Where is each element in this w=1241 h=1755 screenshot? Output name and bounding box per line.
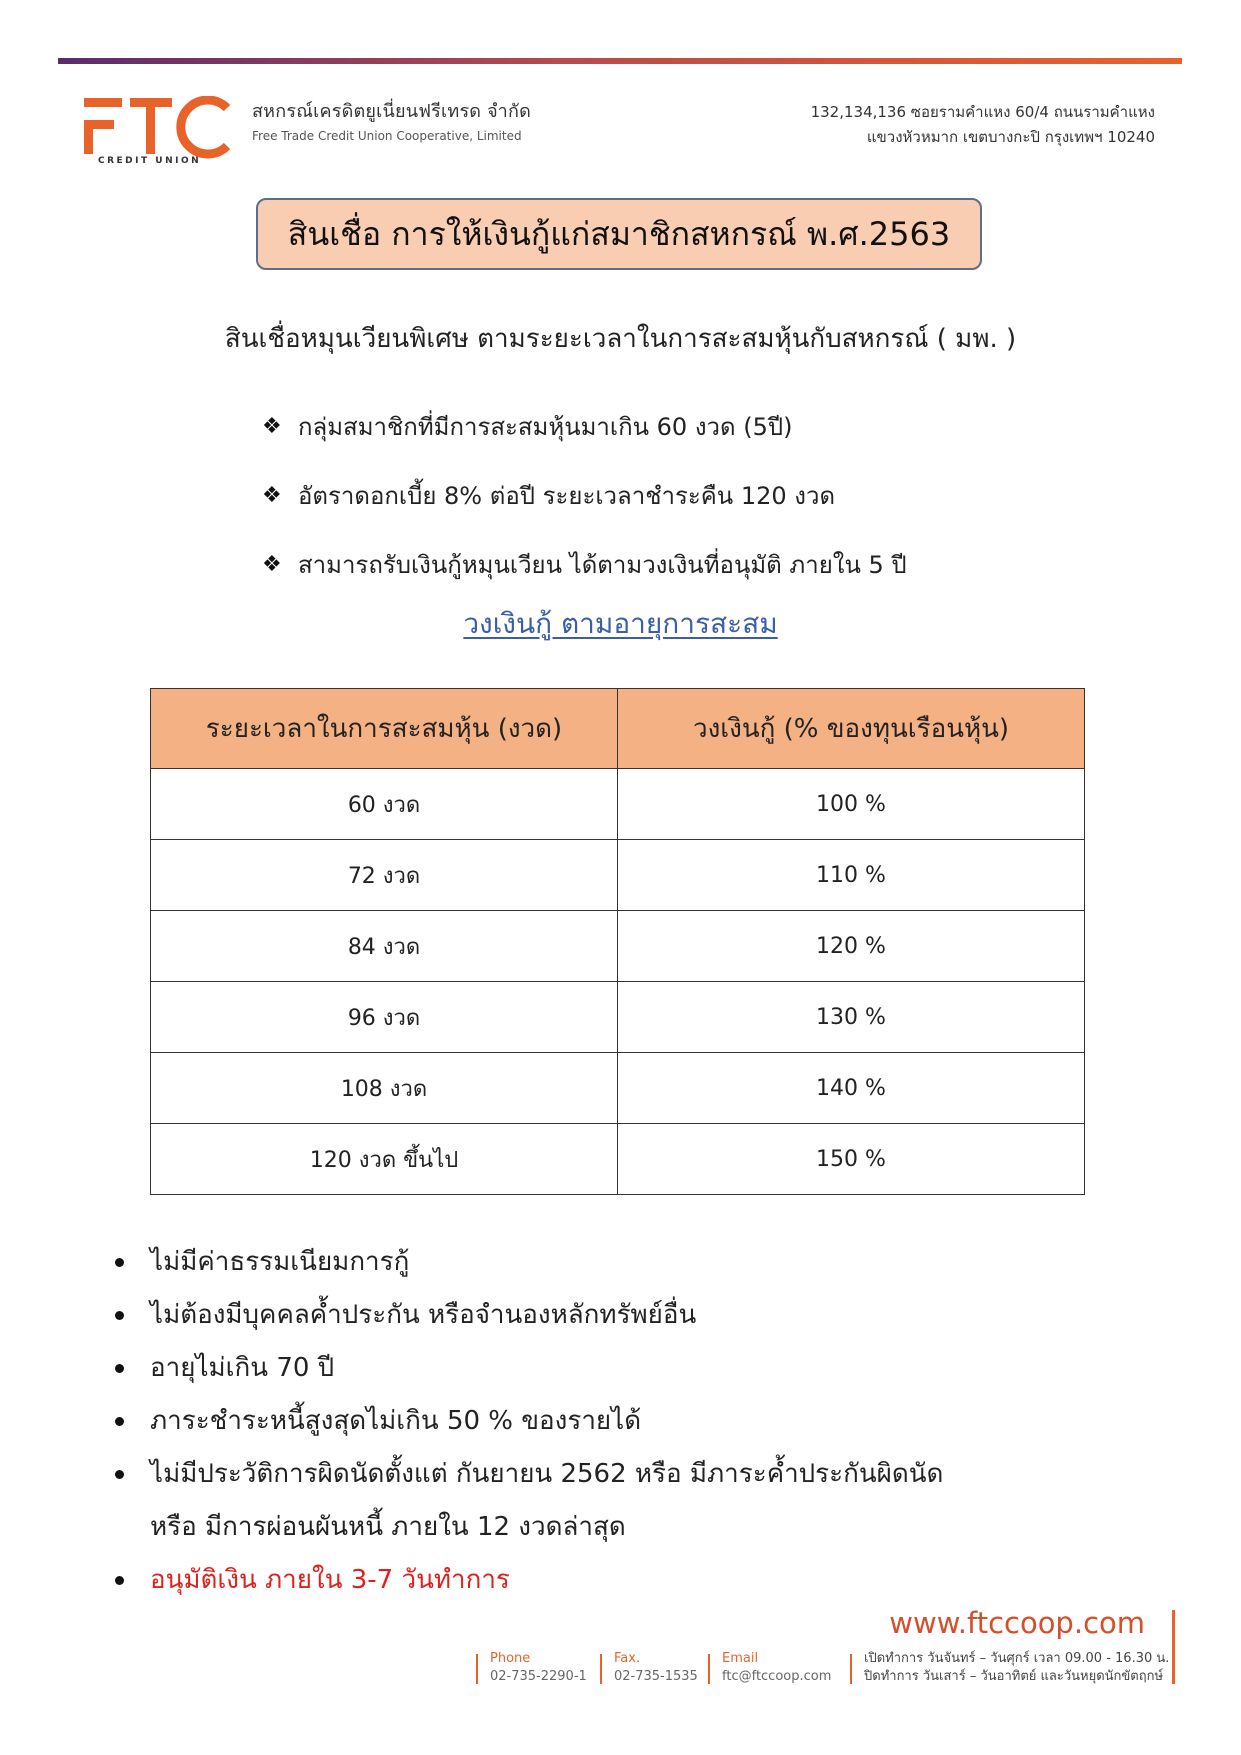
org-name-english: Free Trade Credit Union Cooperative, Limited: [252, 129, 522, 143]
table-row: [151, 840, 1085, 911]
address-block: [811, 100, 1155, 150]
diamond-bullet-icon: ❖: [262, 414, 282, 439]
table-cell: 120 %: [618, 911, 1085, 982]
address-line: 132,134,136 ซอยรามคำแหง 60/4 ถนนรามคำแหง: [810, 103, 1155, 121]
condition-item-highlight: อนุมัติเงิน ภายใน 3-7 วันทำการ: [112, 1554, 943, 1607]
hours-line: เปิดทำการ วันจันทร์ – วันศุกร์ เวลา 09.00 - 16.30 น.: [864, 1651, 1170, 1666]
logo-subtext: CREDIT UNION: [98, 156, 202, 166]
list-item-text: อัตราดอกเบี้ย 8% ต่อปี ระยะเวลาชำระคืน 120 งวด: [298, 482, 836, 510]
table-cell: 120 งวด ขึ้นไป: [151, 1124, 618, 1195]
list-item-text: กลุ่มสมาชิกที่มีการสะสมหุ้นมาเกิน 60 งวด (5ปี): [298, 413, 793, 441]
diamond-bullet-list: [262, 392, 907, 599]
column-header: วงเงินกู้ (% ของทุนเรือนหุ้น): [618, 689, 1085, 769]
table-cell: 130 %: [618, 982, 1085, 1053]
list-item: [262, 461, 907, 530]
condition-item: ไม่ต้องมีบุคคลค้ำประกัน หรือจำนองหลักทรัพย์อื่น: [112, 1289, 943, 1342]
fax-contact: [600, 1650, 698, 1686]
diamond-bullet-icon: ❖: [262, 552, 282, 577]
table-cell: 110 %: [618, 840, 1085, 911]
fax-label: Fax.: [614, 1651, 641, 1666]
condition-item-text: ไม่มีประวัติการผิดนัดตั้งแต่ กันยายน 2562 หรือ มีภาระค้ำประกันผิดนัด: [150, 1459, 944, 1489]
column-header: ระยะเวลาในการสะสมหุ้น (งวด): [151, 689, 618, 769]
table-cell: 96 งวด: [151, 982, 618, 1053]
table-header-row: [151, 689, 1085, 769]
list-item-text: สามารถรับเงินกู้หมุนเวียน ได้ตามวงเงินที่อนุมัติ ภายใน 5 ปี: [298, 551, 907, 579]
document-title: สินเชื่อ การให้เงินกู้แก่สมาชิกสหกรณ์ พ.ศ.2563: [256, 198, 982, 270]
organization-name: [252, 96, 531, 143]
condition-item: ภาระชำระหนี้สูงสุดไม่เกิน 50 % ของรายได้: [112, 1395, 943, 1448]
table-cell: 140 %: [618, 1053, 1085, 1124]
header-gradient-bar: [58, 58, 1182, 64]
condition-item-continuation: หรือ มีการผ่อนผันหนี้ ภายใน 12 งวดล่าสุด: [150, 1512, 626, 1542]
phone-contact: [476, 1650, 587, 1686]
table-row: [151, 911, 1085, 982]
table-row: [151, 1124, 1085, 1195]
table-row: [151, 769, 1085, 840]
footer-divider: [1172, 1610, 1175, 1684]
table-cell: 72 งวด: [151, 840, 618, 911]
fax-value: 02-735-1535: [614, 1669, 698, 1684]
ftc-logo: [84, 96, 234, 180]
email-contact: [708, 1650, 831, 1686]
table-row: [151, 1053, 1085, 1124]
document-subtitle: สินเชื่อหมุนเวียนพิเศษ ตามระยะเวลาในการสะสมหุ้นกับสหกรณ์ ( มพ. ): [224, 324, 1017, 354]
table-heading: วงเงินกู้ ตามอายุการสะสม: [463, 607, 778, 640]
loan-limit-table: [150, 688, 1085, 1195]
table-row: [151, 982, 1085, 1053]
table-cell: 60 งวด: [151, 769, 618, 840]
diamond-bullet-icon: ❖: [262, 483, 282, 508]
office-hours: [850, 1650, 1169, 1686]
org-name-thai: สหกรณ์เครดิตยูเนี่ยนฟรีเทรด จำกัด: [252, 101, 531, 122]
table-cell: 108 งวด: [151, 1053, 618, 1124]
ftc-logo-mark: [84, 96, 234, 180]
address-line: แขวงหัวหมาก เขตบางกะปิ กรุงเทพฯ 10240: [866, 128, 1155, 146]
table-cell: 100 %: [618, 769, 1085, 840]
table-cell: 84 งวด: [151, 911, 618, 982]
list-item: [262, 392, 907, 461]
phone-label: Phone: [490, 1651, 531, 1666]
phone-value: 02-735-2290-1: [490, 1669, 587, 1684]
list-item: [262, 530, 907, 599]
website-link[interactable]: www.ftccoop.com: [889, 1606, 1145, 1640]
hours-line: ปิดทำการ วันเสาร์ – วันอาทิตย์ และวันหยุดนักขัตฤกษ์: [864, 1669, 1164, 1684]
email-label: Email: [722, 1651, 759, 1666]
table-cell: 150 %: [618, 1124, 1085, 1195]
condition-item: [112, 1448, 943, 1554]
email-value[interactable]: ftc@ftccoop.com: [722, 1669, 832, 1684]
condition-item: อายุไม่เกิน 70 ปี: [112, 1342, 943, 1395]
condition-item: ไม่มีค่าธรรมเนียมการกู้: [112, 1236, 943, 1289]
conditions-list: [112, 1236, 943, 1607]
